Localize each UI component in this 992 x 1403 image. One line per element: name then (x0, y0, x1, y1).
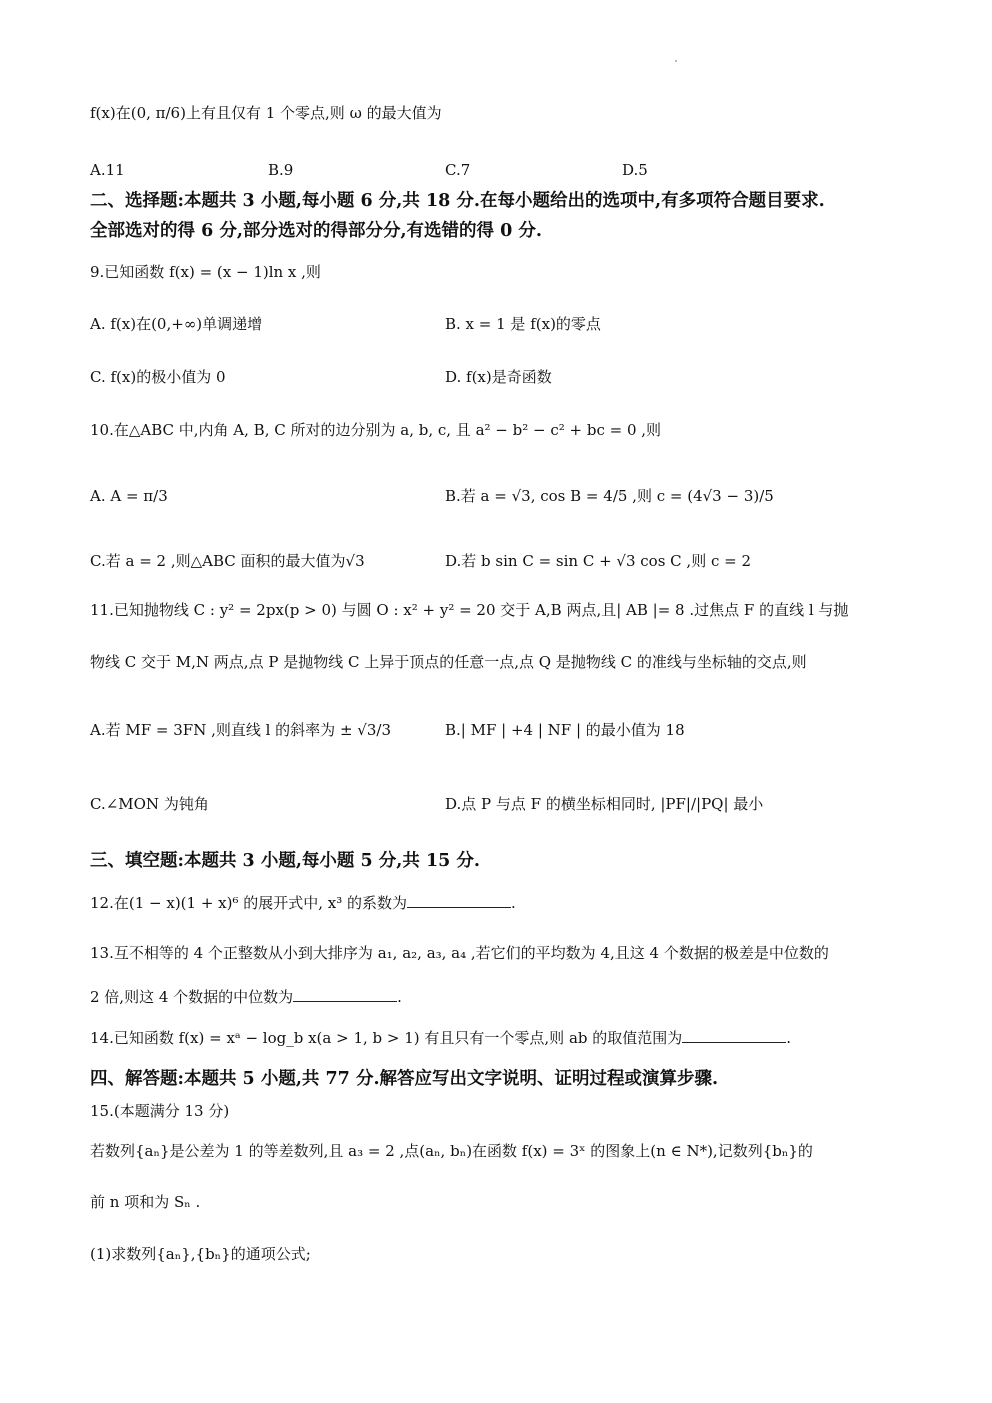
q12-end: . (511, 894, 516, 912)
q13-line2 (90, 987, 402, 1007)
q9-option-d: D. f(x)是奇函数 (445, 368, 552, 386)
q8-option-b: B.9 (268, 161, 294, 179)
q9-stem: 9.已知函数 f(x) = (x − 1)ln x ,则 (90, 263, 321, 281)
q11-option-d: D.点 P 与点 F 的横坐标相同时, |PF|/|PQ| 最小 (445, 795, 764, 813)
q15-stem-line1: 若数列{aₙ}是公差为 1 的等差数列,且 a₃ = 2 ,点(aₙ, bₙ)在函数 f(x) = 3ˣ 的图象上(n ∈ N*),记数列{bₙ}的 (90, 1142, 813, 1160)
q8-option-c: C.7 (445, 161, 471, 179)
section2-heading-line2: 全部选对的得 6 分,部分选对的得部分分,有选错的得 0 分. (90, 221, 542, 241)
q11-stem-line2: 物线 C 交于 M,N 两点,点 P 是抛物线 C 上异于顶点的任意一点,点 Q 是抛物线 C 的准线与坐标轴的交点,则 (90, 653, 807, 671)
q8-continuation: f(x)在(0, π/6)上有且仅有 1 个零点,则 ω 的最大值为 (90, 104, 442, 122)
section4-heading: 四、解答题:本题共 5 小题,共 77 分.解答应写出文字说明、证明过程或演算步骤. (90, 1069, 719, 1089)
q13-stem-line2: 2 倍,则这 4 个数据的中位数为 (90, 988, 294, 1006)
q11-option-a: A.若 MF = 3FN ,则直线 l 的斜率为 ± √3/3 (90, 721, 391, 739)
q10-option-c: C.若 a = 2 ,则△ABC 面积的最大值为√3 (90, 552, 365, 570)
q13-end: . (397, 988, 402, 1006)
q15-header: 15.(本题满分 13 分) (90, 1102, 230, 1120)
q14-end: . (786, 1029, 792, 1047)
q10-option-d: D.若 b sin C = sin C + √3 cos C ,则 c = 2 (445, 552, 752, 570)
q14-answer-blank (682, 1028, 786, 1043)
q11-stem-line1: 11.已知抛物线 C : y² = 2px(p > 0) 与圆 O : x² + y² = 20 交于 A,B 两点,且| AB |= 8 .过焦点 F 的直线 l 与抛 (90, 601, 849, 619)
q13-answer-blank (293, 987, 397, 1002)
scan-dot (675, 60, 677, 62)
section2-heading-line1: 二、选择题:本题共 3 小题,每小题 6 分,共 18 分.在每小题给出的选项中,有多项符合题目要求. (90, 191, 825, 211)
q9-option-a: A. f(x)在(0,+∞)单调递增 (90, 315, 263, 333)
q10-option-b: B.若 a = √3, cos B = 4/5 ,则 c = (4√3 − 3)/5 (445, 487, 774, 505)
q10-stem: 10.在△ABC 中,内角 A, B, C 所对的边分别为 a, b, c, 且 a² − b² − c² + bc = 0 ,则 (90, 421, 662, 439)
q12-line (90, 893, 516, 913)
q9-option-b: B. x = 1 是 f(x)的零点 (445, 315, 601, 333)
q10-option-a: A. A = π/3 (90, 487, 168, 505)
q11-option-c: C.∠MON 为钝角 (90, 795, 209, 813)
q12-stem: 12.在(1 − x)(1 + x)⁶ 的展开式中, x³ 的系数为 (90, 894, 408, 912)
q9-option-c: C. f(x)的极小值为 0 (90, 368, 226, 386)
q12-answer-blank (407, 893, 511, 908)
q15-stem-line2: 前 n 项和为 Sₙ . (90, 1193, 201, 1211)
section3-heading: 三、填空题:本题共 3 小题,每小题 5 分,共 15 分. (90, 851, 480, 871)
q14-stem: 14.已知函数 f(x) = xᵃ − log_b x(a > 1, b > 1) 有且只有一个零点,则 ab 的取值范围为 (90, 1029, 683, 1047)
q13-stem-line1: 13.互不相等的 4 个正整数从小到大排序为 a₁, a₂, a₃, a₄ ,若它们的平均数为 4,且这 4 个数据的极差是中位数的 (90, 944, 829, 962)
q14-line (90, 1028, 791, 1048)
q8-option-d: D.5 (622, 161, 648, 179)
q11-option-b: B.| MF | +4 | NF | 的最小值为 18 (445, 721, 685, 739)
q8-option-a: A.11 (90, 161, 125, 179)
q15-part1: (1)求数列{aₙ},{bₙ}的通项公式; (90, 1245, 311, 1263)
